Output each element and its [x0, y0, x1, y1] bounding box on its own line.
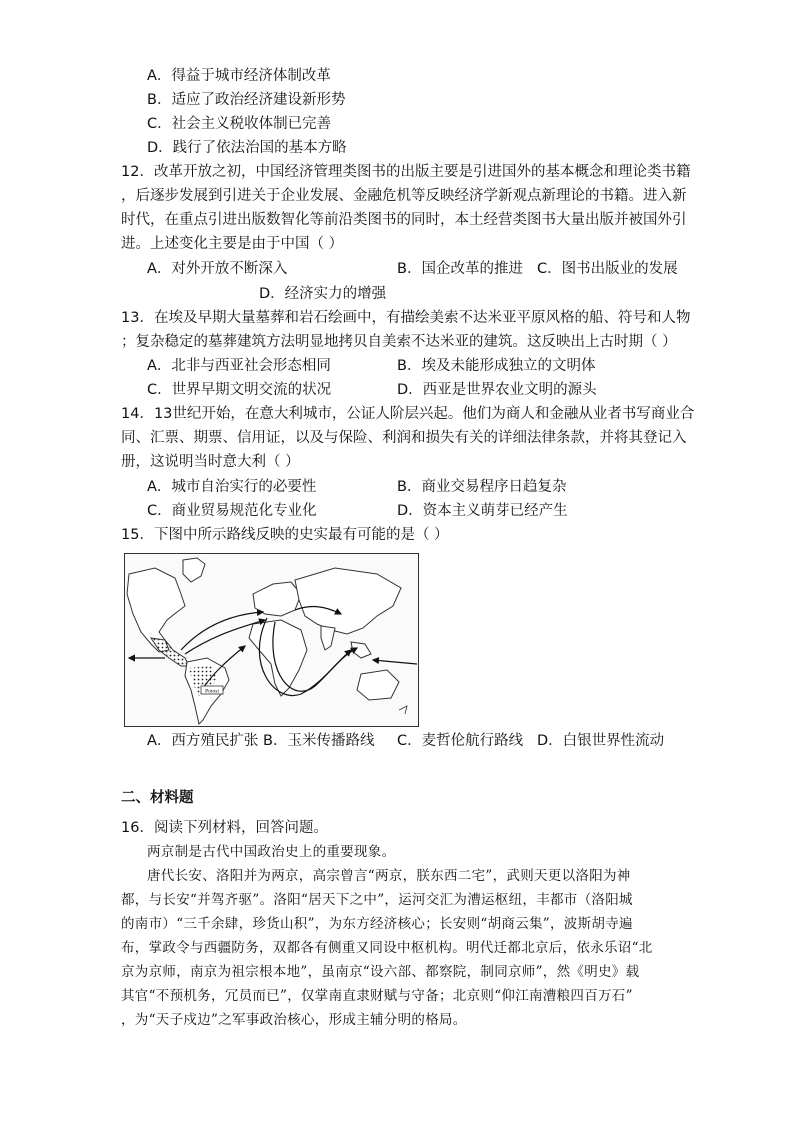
q16-material-line-5: 布，掌政令与西疆防务，双都各有侧重又同设中枢机构。明代迁都北京后，依永乐诏“北 — [121, 940, 653, 956]
world-route-map — [124, 553, 419, 727]
landmass-india — [321, 626, 335, 650]
q14-option-b: B．商业交易程序日趋复杂 — [397, 479, 567, 495]
q14-stem-line-3: 册，这说明当时意大利（ ） — [121, 454, 300, 470]
q15-option-d: D．白银世界性流动 — [537, 733, 665, 749]
q13-option-c: C．世界早期文明交流的状况 — [147, 382, 332, 398]
landmass-australia — [357, 670, 399, 700]
route-pacific-to-asia — [373, 660, 417, 664]
landmass-africa — [249, 620, 307, 696]
landmass-asia — [295, 568, 401, 634]
q14-option-d: D．资本主义萌芽已经产生 — [397, 503, 568, 519]
potosi-label: Potosí — [205, 688, 219, 695]
q16-material-line-3: 都，与长安“并驾齐驱”。洛阳“居天下之中”，运河交汇为漕运枢纽，丰都市（洛阳城 — [121, 892, 633, 908]
landmass-central-america — [151, 638, 189, 666]
q16-material-line-2: 唐代长安、洛阳并为两京，高宗曾言“两京，朕东西二宅”，武则天更以洛阳为神 — [147, 868, 631, 884]
compass-mark — [399, 706, 407, 714]
q15-stem: 15．下图中所示路线反映的史实最有可能的是（ ） — [121, 527, 449, 543]
q12-stem-line-2: ，后逐步发展到引进关于企业发展、金融危机等反映经济学新观点新理论的书籍。进入新 — [121, 188, 687, 204]
q11-option-c: C．社会主义税收体制已完善 — [147, 116, 332, 132]
q13-stem-line-2: ；复杂稳定的墓葬建筑方法明显地拷贝自美索不达米亚的建筑。这反映出上古时期（ ） — [121, 334, 677, 350]
q13-option-a: A．北非与西亚社会形态相同 — [147, 358, 331, 374]
q15-option-c: C．麦哲伦航行路线 — [397, 733, 524, 749]
q12-stem-line-1: 12．改革开放之初，中国经济管理类图书的出版主要是引进国外的基本概念和理论类书籍 — [121, 164, 691, 180]
landmass-greenland — [183, 558, 205, 582]
q16-material-line-8: ，为“天子戍边”之军事政治核心，形成主辅分明的格局。 — [121, 1012, 467, 1028]
q15-option-ab: A．西方殖民扩张 B．玉米传播路线 — [147, 733, 375, 749]
world-map-figure — [125, 554, 418, 726]
q13-option-b: B．埃及未能形成独立的文明体 — [397, 358, 596, 374]
q16-material-line-7: 其官“不预机务，冗员而已”，仅掌南直隶财赋与守备；北京则“仰江南漕粮四百万石” — [121, 988, 633, 1004]
q12-option-c: C．图书出版业的发展 — [537, 261, 678, 277]
q13-stem-line-1: 13．在埃及早期大量墓葬和岩石绘画中，有描绘美索不达米亚平原风格的船、符号和人物 — [121, 310, 691, 326]
q12-stem-line-3: 时代，在重点引进出版数智化等前沿类图书的同时，本土经营类图书大量出版并被国外引 — [121, 212, 687, 228]
q14-option-c: C．商业贸易规范化专业化 — [147, 503, 317, 519]
q12-option-d: D．经济实力的增强 — [259, 286, 387, 302]
q13-option-d: D．西亚是世界农业文明的源头 — [397, 382, 597, 398]
q12-option-b: B．国企改革的推进 — [397, 261, 523, 277]
q16-material-line-6: 京为京师，南京为祖宗根本地”，虽南京“设六部、都察院，制同京师”，然《明史》载 — [121, 964, 640, 980]
landmass-europe — [253, 582, 301, 616]
q16-prompt: 16．阅读下列材料，回答问题。 — [121, 820, 328, 836]
section-title: 二、材料题 — [121, 790, 194, 806]
q12-stem-line-4: 进。上述变化主要是由于中国（ ） — [121, 236, 344, 252]
q14-option-a: A．城市自治实行的必要性 — [147, 479, 317, 495]
q14-stem-line-2: 同、汇票、期票、信用证，以及与保险、利润和损失有关的详细法律条款，并将其登记入 — [121, 430, 687, 446]
q14-stem-line-1: 14．13世纪开始，在意大利城市，公证人阶层兴起。他们为商人和金融从业者书写商业合 — [121, 406, 695, 422]
q16-material-line-4: 的南市）“三千余肆，珍货山积”，为东方经济核心；长安则“胡商云集”，波斯胡寺遍 — [121, 916, 633, 932]
q11-option-a: A．得益于城市经济体制改革 — [147, 68, 331, 84]
q11-option-b: B．适应了政治经济建设新形势 — [147, 92, 346, 108]
q11-option-d: D．践行了依法治国的基本方略 — [147, 140, 347, 156]
q12-option-a: A．对外开放不断深入 — [147, 261, 288, 277]
q16-material-line-1: 两京制是古代中国政治史上的重要现象。 — [147, 844, 396, 860]
